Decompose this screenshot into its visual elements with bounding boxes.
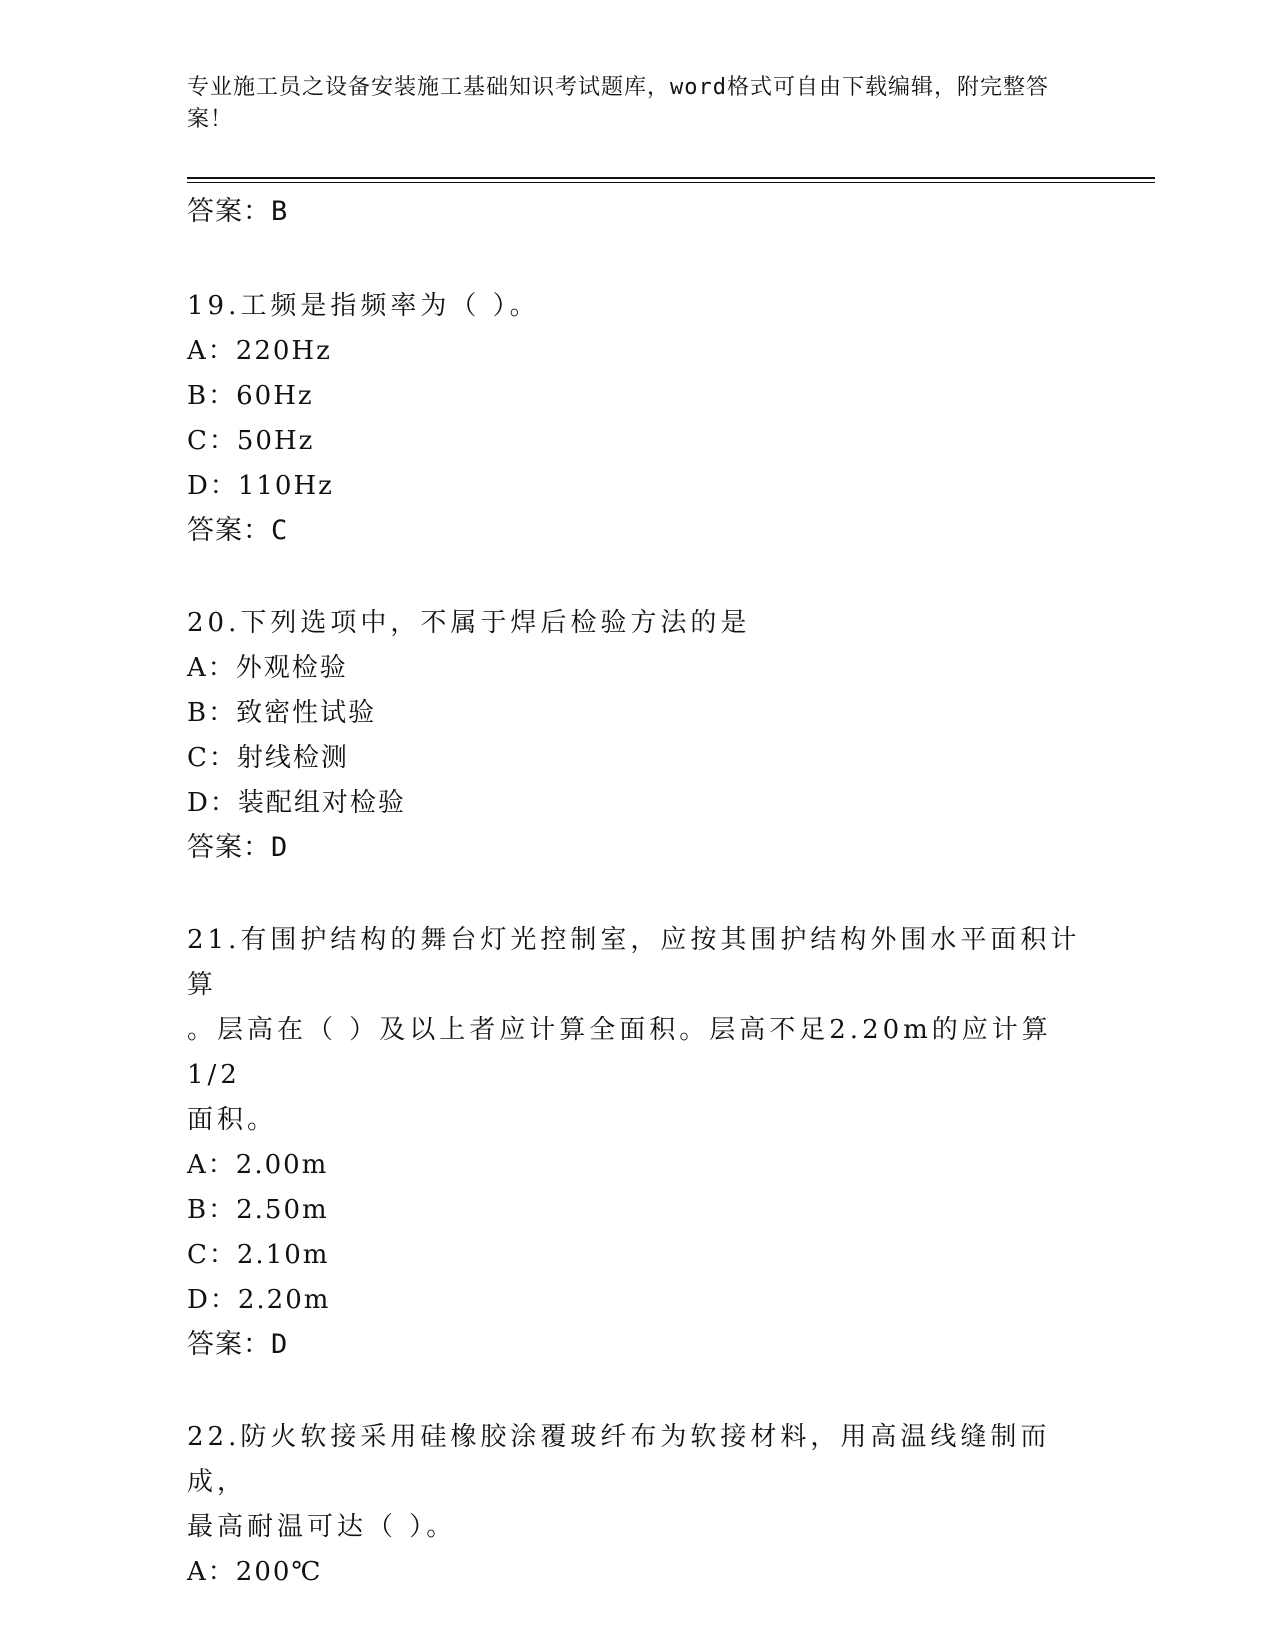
question-text: 19.工频是指频率为（ ）。: [187, 291, 540, 321]
answer: 答案：D: [187, 832, 289, 863]
header-rule-thin: [187, 182, 1155, 183]
option-c: C：2.10m: [187, 1240, 330, 1270]
question-text: 20.下列选项中，不属于焊后检验方法的是: [187, 608, 751, 638]
option-a: A：外观检验: [187, 653, 348, 683]
question-20: [187, 601, 1087, 870]
option-d: D：装配组对检验: [187, 788, 406, 818]
option-a: A：220Hz: [187, 336, 332, 366]
option-d: D：110Hz: [187, 471, 334, 501]
answer: 答案：D: [187, 1329, 289, 1360]
option-b: B：60Hz: [187, 381, 314, 411]
exam-content: [187, 190, 1087, 1595]
header-rule-thick: [187, 177, 1155, 179]
option-b: B：致密性试验: [187, 698, 377, 728]
option-a: A：200℃: [187, 1557, 323, 1587]
question-text-line-2: 最高耐温可达（ ）。: [187, 1512, 457, 1542]
question-text-line-1: 21.有围护结构的舞台灯光控制室，应按其围护结构外围水平面积计算: [187, 925, 1081, 1000]
option-c: C：射线检测: [187, 743, 349, 773]
page-header: 专业施工员之设备安装施工基础知识考试题库，word格式可自由下载编辑，附完整答案！: [187, 75, 1049, 132]
answer: 答案：C: [187, 515, 289, 546]
question-21: [187, 918, 1087, 1367]
option-d: D：2.20m: [187, 1285, 331, 1315]
question-text-line-1: 22.防火软接采用硅橡胶涂覆玻纤布为软接材料，用高温线缝制而成，: [187, 1422, 1051, 1497]
answer-previous: 答案：B: [187, 196, 289, 227]
question-22: [187, 1415, 1087, 1595]
option-a: A：2.00m: [187, 1150, 329, 1180]
question-text-line-3: 面积。: [187, 1105, 278, 1135]
option-c: C：50Hz: [187, 426, 315, 456]
question-19: [187, 284, 1087, 553]
question-text-line-2: 。层高在（ ）及以上者应计算全面积。层高不足2.20m的应计算1/2: [187, 1015, 1052, 1090]
option-b: B：2.50m: [187, 1195, 329, 1225]
